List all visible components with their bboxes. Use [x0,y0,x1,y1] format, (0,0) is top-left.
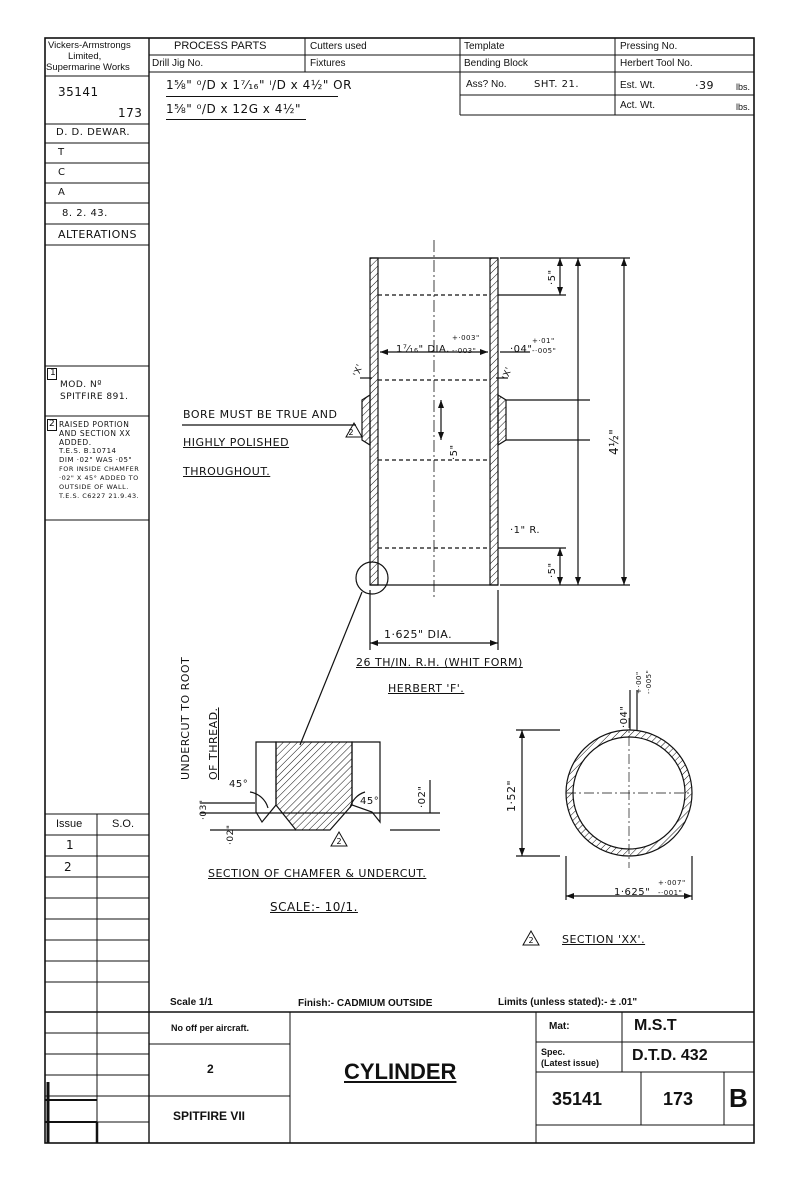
bottom-length-dim: ·5" [547,562,558,578]
alteration-1-issue: 1 [50,368,57,378]
company-name-line1: Vickers-Armstrongs [48,40,131,51]
bore-dia-dim: 1⁷⁄₁₆" DIA. [396,344,450,355]
alteration-2-line8: OUTSIDE OF WALL. [59,483,129,491]
herbert-tool-label: Herbert Tool No. [620,58,693,69]
sheet-number: 173 [663,1089,694,1109]
issue-letter: B [729,1083,748,1113]
alteration-2-line9: T.E.S. C6227 21.9.43. [59,492,140,500]
section-xx-wall-tol-plus: +·00" [635,671,643,694]
process-parts-label: PROCESS PARTS [174,40,267,52]
undercut-note-line1: UNDERCUT TO ROOT [179,656,192,780]
material-value: M.S.T [634,1017,677,1034]
part-title: CYLINDER [344,1059,457,1084]
alteration-1-line1: MOD. Nº [60,380,102,390]
check-a: A [58,187,66,198]
bore-tol-plus: +·003" [452,334,480,342]
alteration-2-line1: RAISED PORTION [59,420,130,429]
section-xx-od-tol-plus: +·007" [658,879,686,887]
pressing-no-label: Pressing No. [620,41,678,52]
section-xx-wall: ·04" [619,705,630,728]
chamfer-angle-right: 45° [360,796,380,807]
alteration-2-line5: DIM ·02" WAS ·05" [59,456,133,464]
top-length-dim: ·5" [547,269,558,285]
section-x-right: 'X' [501,365,515,382]
chamfer-03-dim: ·03" [199,799,209,820]
mid-length-dim: ·5" [449,444,460,460]
assy-no-value: SHT. 21. [534,79,580,90]
issue-row-1: 1 [66,838,75,852]
wall-tol-minus: -·005" [532,347,557,355]
alteration-1-line2: SPITFIRE 891. [60,392,129,402]
section-xx-wall-tol-minus: -·005" [645,669,653,694]
issue-marker-bore: 2 [348,428,354,437]
template-label: Template [464,41,505,52]
issue-row-2: 2 [64,860,73,874]
bore-note-line2: HIGHLY POLISHED [183,436,290,449]
est-wt-value: ·39 [695,79,714,92]
alteration-2-line4: T.E.S. B.10714 [59,447,117,455]
act-wt-label: Act. Wt. [620,100,655,111]
est-wt-unit: lbs. [736,82,751,92]
issue-col-header: Issue [56,818,83,830]
drawing-number: 35141 [552,1089,603,1109]
alteration-2-line3: ADDED. [59,438,92,447]
material-spec-line2: 1⅝" ⁰/D x 12G x 4½" [166,102,302,116]
section-xx-od-tol-minus: -·001" [658,889,683,897]
drawing-date: 8. 2. 43. [62,208,108,219]
assy-no-label: Ass? No. [466,79,507,90]
off-per-aircraft-label: No off per aircraft. [171,1023,250,1033]
chamfer-angle-left: 45° [229,779,249,790]
bore-tol-minus: -·003" [452,347,477,355]
bending-block-label: Bending Block [464,58,528,69]
detail-scale: SCALE:- 10/1. [270,900,358,914]
so-col-header: S.O. [112,818,135,830]
alteration-2-line6: FOR INSIDE CHAMFER [59,465,140,473]
check-t: T [58,147,65,158]
footer-scale: Scale 1/1 [170,997,213,1008]
chamfer-02-dim-b: ·02" [417,785,428,808]
undercut-note-line2: OF THREAD. [207,707,220,780]
bore-note-line3: THROUGHOUT. [183,465,271,478]
est-wt-label: Est. Wt. [620,80,655,91]
issue-marker-section: 2 [528,936,534,945]
material-label: Mat: [549,1021,570,1032]
wall-tol-plus: +·01" [532,337,555,345]
spec-label-line2: (Latest issue) [541,1058,600,1068]
overall-length-dim: 4½" [607,428,621,455]
footer-limits: Limits (unless stated):- ± .01" [498,997,638,1008]
section-chamfer-title: SECTION OF CHAMFER & UNDERCUT. [208,867,427,880]
alteration-2-issue: 2 [49,419,56,429]
spec-label-line1: Spec. [541,1047,566,1057]
sheet-number-left: 173 [118,106,143,120]
footer-finish: Finish:- CADMIUM OUTSIDE [298,998,433,1009]
radius-dim: ·1" R. [510,525,541,536]
bore-note-line1: BORE MUST BE TRUE AND [183,408,338,421]
alteration-2-line7: ·02" X 45° ADDED TO [59,474,139,482]
act-wt-unit: lbs. [736,102,751,112]
drawing-number-left: 35141 [58,85,99,99]
check-c: C [58,167,66,178]
company-name-line3: Supermarine Works [46,62,130,73]
company-name-line2: Limited, [68,51,102,62]
drill-jig-label: Drill Jig No. [152,58,204,69]
section-xx-od: 1·625" [614,887,651,898]
section-xx-title: SECTION 'XX'. [562,933,646,946]
aircraft-name: SPITFIRE VII [173,1109,246,1123]
section-xx-height: 1·52" [505,779,518,812]
alteration-2-line2: AND SECTION XX [59,429,131,438]
thread-form-note: HERBERT 'F'. [388,682,465,695]
section-x-left: 'X' [352,362,366,379]
chamfer-02-dim-a: ·02" [226,824,236,845]
fixtures-label: Fixtures [310,58,346,69]
material-spec-line1: 1⅝" ⁰/D x 1⁷⁄₁₆" ᴵ/D x 4½" OR [166,78,352,92]
spec-value: D.T.D. 432 [632,1047,708,1064]
cutters-used-label: Cutters used [310,41,367,52]
drawn-by: D. D. DEWAR. [56,127,131,138]
off-per-aircraft-value: 2 [207,1062,214,1076]
thread-note: 26 TH/IN. R.H. (WHIT FORM) [356,656,523,669]
issue-marker-detail: 2 [336,837,342,846]
wall-thickness-dim: ·04" [510,344,533,355]
alterations-label: ALTERATIONS [58,228,138,241]
od-dim: 1·625" DIA. [384,628,453,641]
